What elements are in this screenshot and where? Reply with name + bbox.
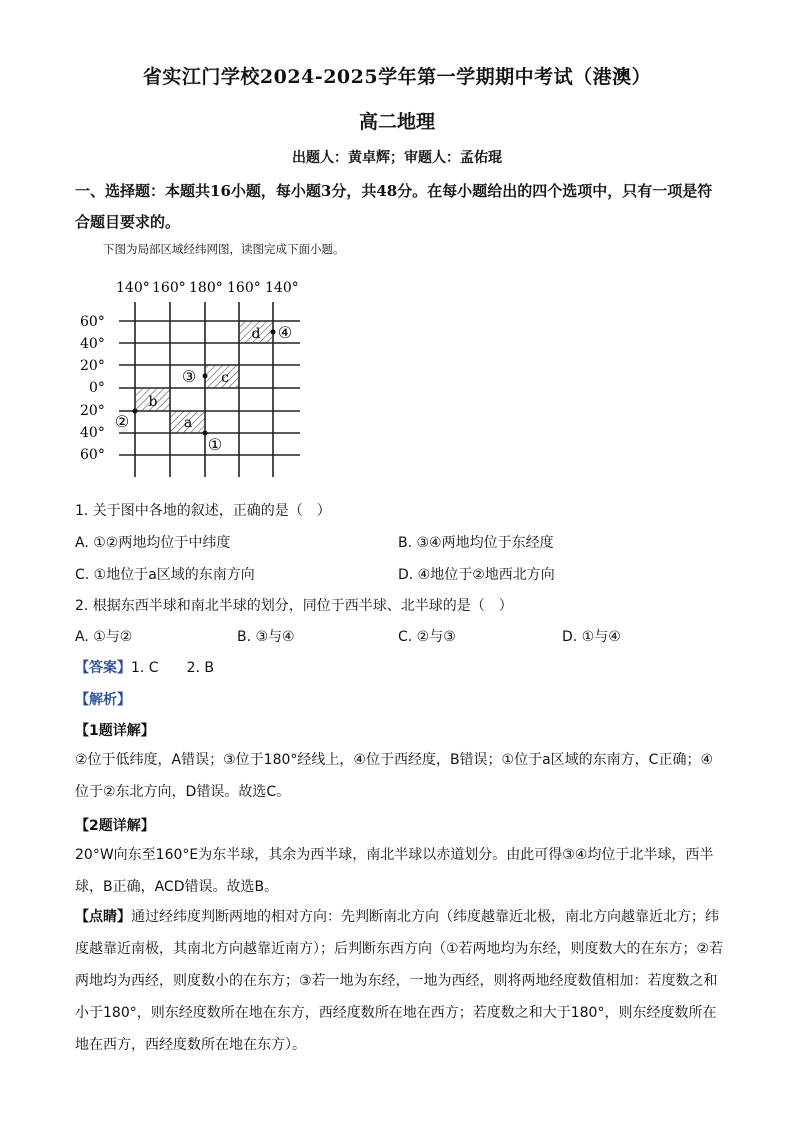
lat-long-grid-figure bbox=[75, 272, 315, 484]
exam-subject: 高二地理 bbox=[358, 111, 435, 133]
q2-detail-label: 【2题详解】 bbox=[75, 818, 155, 834]
tip-label: 【点睛】 bbox=[75, 909, 131, 925]
left-label: 20° bbox=[80, 358, 105, 374]
question-1-option-d: D. ④地位于②地西北方向 bbox=[398, 567, 555, 583]
question-1-option-b: B. ③④两地均位于东经度 bbox=[398, 535, 554, 551]
left-label: 0° bbox=[89, 380, 105, 396]
point-2 bbox=[115, 409, 138, 432]
point-3 bbox=[182, 367, 208, 386]
left-label: 20° bbox=[80, 403, 105, 419]
top-label: 160° bbox=[152, 280, 186, 296]
svg-text:d: d bbox=[251, 326, 261, 342]
top-label: 140° bbox=[265, 280, 299, 296]
question-2-option-b: B. ③与④ bbox=[237, 629, 295, 645]
answer-line bbox=[75, 657, 214, 677]
q1-detail-label: 【1题详解】 bbox=[75, 723, 155, 739]
region-a bbox=[170, 411, 205, 433]
top-label: 160° bbox=[227, 280, 261, 296]
tip-paragraph bbox=[75, 901, 725, 1061]
answer-label: 【答案】 bbox=[75, 660, 131, 676]
region-b bbox=[135, 388, 170, 411]
question-2-option-c: C. ②与③ bbox=[398, 629, 456, 645]
question-1-option-c: C. ①地位于a区域的东南方向 bbox=[75, 567, 255, 583]
question-2-option-d: D. ①与④ bbox=[562, 629, 621, 645]
tip-text: 通过经纬度判断两地的相对方向：先判断南北方向（纬度越靠近北极，南北方向越靠近北方；纬度越靠近南极，其南北方向越靠近南方）；后判断东西方向（①若两地均为东经，则度数大的在东方；②若两地均为西经，则度数小的在东方；③若一地为东经，一地为西经，则将两地经度数值相加：若度数之和小于180°，则东经度数所在地在东方，西经度数所在地在西方；若度数之和大于180°，则东经度数所在地在西方，西经度数所在地在东方）。 bbox=[75, 909, 724, 1053]
svg-text:a: a bbox=[183, 415, 193, 431]
region-d bbox=[239, 321, 273, 343]
left-label: 60° bbox=[80, 314, 105, 330]
svg-text:②: ② bbox=[114, 412, 130, 431]
left-label: 40° bbox=[80, 425, 105, 441]
svg-text:b: b bbox=[148, 394, 158, 410]
svg-text:③: ③ bbox=[181, 367, 197, 386]
analysis-label: 【解析】 bbox=[75, 692, 131, 708]
exam-authors: 出题人：黄卓辉；审题人：孟佑琨 bbox=[292, 150, 502, 166]
question-2-option-a: A. ①与② bbox=[75, 629, 133, 645]
exam-title: 省实江门学校2024-2025学年第一学期期中考试（港澳） bbox=[142, 66, 652, 88]
region-c bbox=[205, 365, 239, 388]
question-2-stem: 2. 根据东西半球和南北半球的划分，同位于西半球、北半球的是（ ） bbox=[75, 598, 513, 614]
figure-intro: 下图为局部区域经纬网图，读图完成下面小题。 bbox=[103, 242, 345, 256]
svg-text:④: ④ bbox=[277, 323, 293, 342]
question-1-option-a: A. ①②两地均位于中纬度 bbox=[75, 535, 231, 551]
question-1-stem: 1. 关于图中各地的叙述，正确的是（ ） bbox=[75, 503, 331, 519]
section-heading: 一、选择题：本题共16小题，每小题3分，共48分。在每小题给出的四个选项中，只有一项是符合题目要求的。 bbox=[75, 182, 713, 231]
svg-text:①: ① bbox=[207, 435, 223, 454]
svg-text:c: c bbox=[221, 370, 229, 386]
left-label: 40° bbox=[80, 336, 105, 352]
left-label: 60° bbox=[80, 447, 105, 463]
top-label: 140° bbox=[116, 280, 150, 296]
q1-detail-text: ②位于低纬度，A错误；③位于180°经线上，④位于西经度，B错误；①位于a区域的东南方，C正确；④位于②东北方向，D错误。故选C。 bbox=[75, 752, 714, 800]
q2-detail-text: 20°W向东至160°E为东半球，其余为西半球，南北半球以赤道划分。由此可得③④均位于北半球，西半球，B正确，ACD错误。故选B。 bbox=[75, 847, 714, 895]
answer-text: 1. C 2. B bbox=[131, 660, 214, 676]
top-label: 180° bbox=[189, 280, 223, 296]
